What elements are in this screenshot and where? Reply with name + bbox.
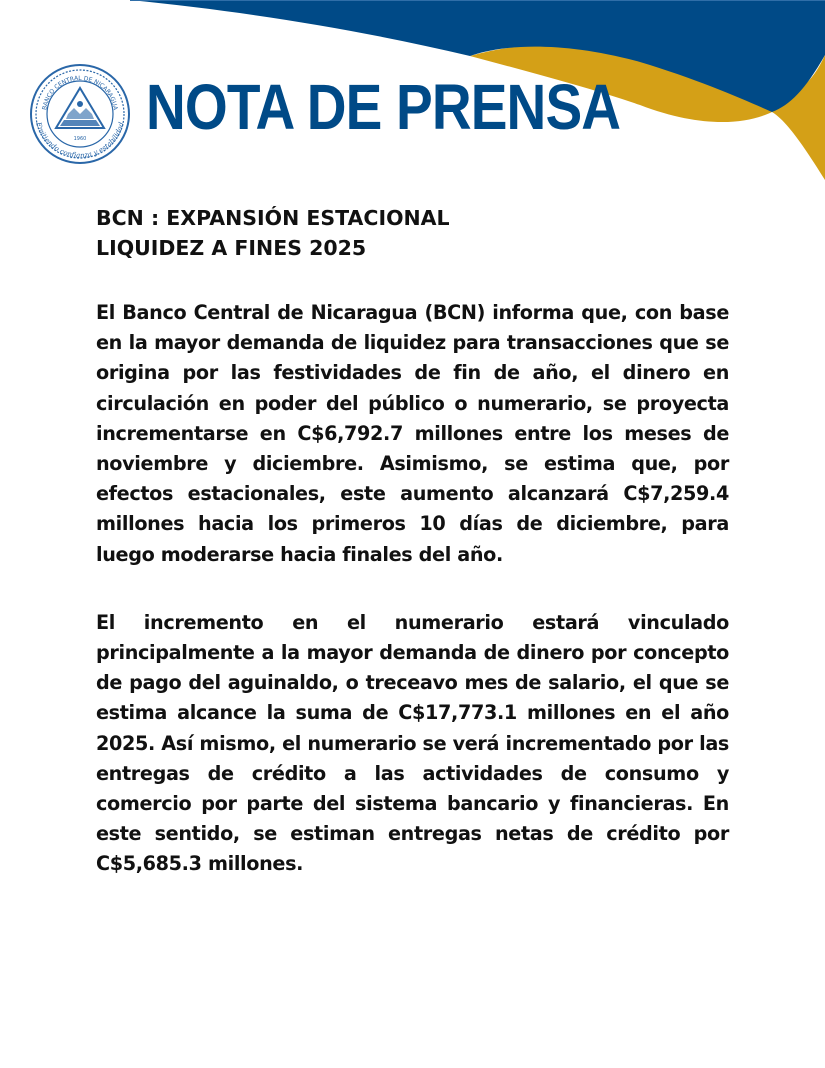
press-release-title: NOTA DE PRENSA bbox=[146, 71, 621, 143]
headline-line-1: BCN : EXPANSIÓN ESTACIONAL bbox=[96, 206, 450, 230]
svg-text:1960: 1960 bbox=[73, 136, 87, 142]
svg-text:Emitiendo confianza y estabili: Emitiendo confianza y estabilidad bbox=[34, 121, 126, 160]
bcn-seal-logo bbox=[28, 62, 132, 166]
svg-text:BANCO CENTRAL DE NICARAGUA: BANCO CENTRAL DE NICARAGUA bbox=[41, 74, 119, 111]
headline bbox=[96, 203, 729, 263]
press-release-body bbox=[96, 203, 729, 880]
paragraph-1: El Banco Central de Nicaragua (BCN) informa que, con base en la mayor demanda de liquidez para transacciones que se origina por las festividades de fin de año, el dinero en circulación en poder del público o numerario, se proyecta incrementarse en C$6,792.7 millones entre los meses de noviembre y diciembre. Asimismo, se estima que, por efectos estacionales, este aumento alcanzará C$7,259.4 millones hacia los primeros 10 días de diciembre, para luego moderarse hacia finales del año. bbox=[96, 301, 729, 566]
paragraph-2: El incremento en el numerario estará vinculado principalmente a la mayor demanda de dinero por concepto de pago del aguinaldo, o treceavo mes de salario, el que se estima alcance la suma de C$17,773.1 millones en el año 2025. Así mismo, el numerario se verá incrementado por las entregas de crédito a las actividades de consumo y comercio por parte del sistema bancario y financieras. En este sentido, se estiman entregas netas de crédito por C$5,685.3 millones. bbox=[96, 610, 729, 876]
headline-line-2: LIQUIDEZ A FINES 2025 bbox=[96, 236, 367, 260]
